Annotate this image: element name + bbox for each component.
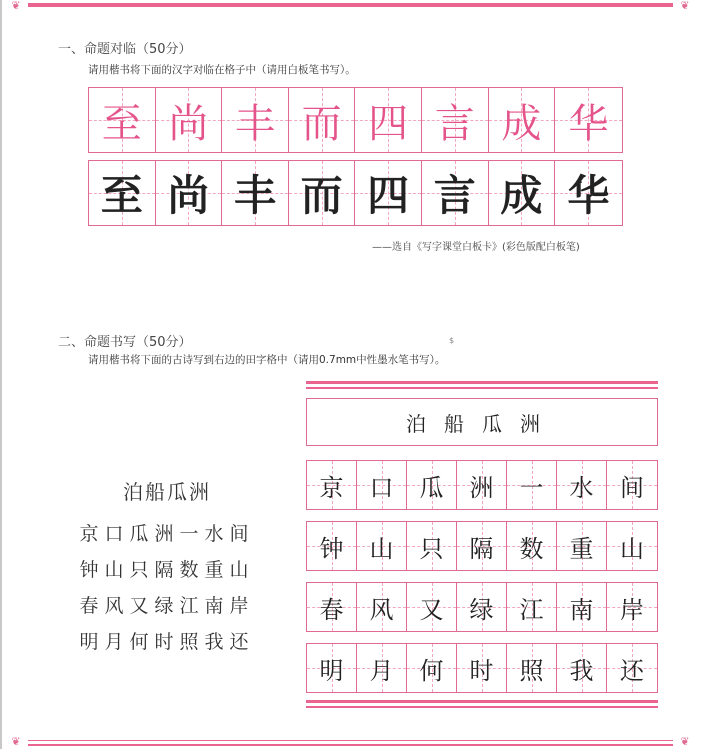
traced-char-cell: [289, 161, 356, 225]
traced-char-cell: [355, 161, 422, 225]
poem-line: 明月何时照我还: [79, 631, 255, 653]
poem-grid-cell: [607, 583, 657, 631]
poem-line: 春风又绿江南岸: [79, 595, 255, 617]
poem-grid-cell-char: 间: [620, 473, 644, 502]
model-char-cell-char: 华: [568, 100, 609, 147]
page-marker: $: [449, 336, 455, 345]
poem-grid-cell-char: 山: [369, 534, 394, 563]
poem-grid-cell-char: 口: [369, 473, 394, 502]
model-char-cell-char: 成: [501, 100, 542, 147]
traced-char-cell-char: 成: [500, 171, 543, 220]
model-char-cell: [156, 88, 223, 152]
poem-grid-cell-char: 春: [319, 595, 344, 624]
traced-char-cell-char: 华: [567, 171, 610, 220]
corner-ornament-bottom-left: ❦: [11, 735, 21, 748]
poem-grid-cell: [457, 522, 507, 570]
traced-char-cell-char: 言: [433, 171, 476, 220]
poem-title: 泊船瓜洲: [123, 480, 211, 504]
poem-grid-cell: [557, 461, 607, 509]
poem-grid-cell: [307, 522, 357, 570]
poem-grid-cell-char: 钟: [319, 534, 344, 563]
poem-grid-cell: [357, 522, 407, 570]
section2-instruction: 请用楷书将下面的古诗写到右边的田字格中（请用0.7mm中性墨水笔书写）。: [88, 354, 446, 366]
panel-bottom-bar: [306, 700, 658, 703]
traced-char-cell-char: 至: [100, 171, 143, 220]
poem-grid-cell: [407, 522, 457, 570]
poem-line: 钟山只隔数重山: [79, 559, 255, 581]
traced-char-cell: [89, 161, 156, 225]
model-char-cell: [289, 88, 356, 152]
model-char-cell: [489, 88, 556, 152]
source-caption: ——选自《写字课堂白板卡》(彩色版配白板笔): [372, 242, 580, 253]
poem-grid-cell: [507, 461, 557, 509]
poem-grid-cell-char: 数: [519, 534, 544, 563]
bottom-border-bar: [28, 744, 673, 746]
section2-title: 二、命题书写（50分）: [58, 335, 192, 350]
poem-grid-cell-char: 瓜: [419, 473, 444, 502]
poem-grid-cell: [407, 583, 457, 631]
poem-grid-cell: [307, 583, 357, 631]
corner-ornament-bottom-right: ❦: [680, 735, 690, 748]
poem-grid-cell-char: 隔: [469, 534, 494, 563]
poem-grid-cell: [407, 461, 457, 509]
poem-grid-cell-char: 风: [369, 595, 394, 624]
bottom-border-line: [28, 740, 673, 741]
poem-grid-cell: [557, 644, 607, 692]
poem-grid-cell-char: 重: [569, 534, 594, 563]
model-char-cell-char: 四: [368, 100, 409, 147]
model-char-cell-char: 而: [301, 100, 342, 147]
poem-grid-cell-char: 只: [419, 534, 444, 563]
poem-grid-row: [306, 460, 658, 510]
traced-char-cell: [555, 161, 622, 225]
poem-grid-cell: [357, 461, 407, 509]
poem-grid-cell: [307, 461, 357, 509]
poem-grid-cell: [557, 522, 607, 570]
poem-grid-cell-char: 京: [319, 473, 344, 502]
traced-char-cell: [156, 161, 223, 225]
poem-grid-cell-char: 南: [569, 595, 594, 624]
model-char-cell-char: 至: [101, 100, 142, 147]
poem-grid-cell-char: 明: [319, 656, 344, 685]
poem-grid-cell: [507, 522, 557, 570]
poem-grid-cell-char: 又: [419, 595, 444, 624]
traced-char-cell-char: 而: [300, 171, 343, 220]
model-char-cell: [222, 88, 289, 152]
poem-grid-cell-char: 江: [519, 595, 544, 624]
page-left-rule: [0, 0, 2, 749]
poem-grid-cell: [507, 583, 557, 631]
poem-grid-cell: [607, 644, 657, 692]
traced-char-cell-char: 尚: [167, 171, 210, 220]
poem-grid-cell: [607, 461, 657, 509]
poem-grid-cell: [457, 644, 507, 692]
poem-grid-cell: [407, 644, 457, 692]
poem-grid-cell-char: 岸: [620, 595, 644, 624]
grid-poem-title: 泊船瓜洲: [306, 398, 658, 446]
traced-char-cell-char: 四: [367, 171, 410, 220]
top-border-bar: [28, 3, 673, 7]
model-char-cell: [89, 88, 156, 152]
poem-grid-cell-char: 月: [369, 656, 394, 685]
poem-grid-row: [306, 643, 658, 693]
traced-char-cell-char: 丰: [233, 171, 276, 220]
poem-grid-cell-char: 绿: [469, 595, 494, 624]
section1-instruction: 请用楷书将下面的汉字对临在格子中（请用白板笔书写）。: [88, 64, 356, 76]
poem-grid-cell: [557, 583, 607, 631]
corner-ornament-top-left: ❦: [11, 0, 21, 12]
poem-grid-cell-char: 我: [569, 656, 594, 685]
poem-grid-cell-char: 时: [469, 656, 494, 685]
model-char-cell-char: 丰: [234, 100, 275, 147]
traced-char-row: [88, 160, 623, 226]
poem-grid-cell: [457, 461, 507, 509]
poem-grid-cell: [357, 644, 407, 692]
poem-grid-cell: [607, 522, 657, 570]
panel-bottom-bar-thin: [306, 706, 658, 708]
poem-grid-cell-char: 山: [620, 534, 644, 563]
poem-grid-cell: [357, 583, 407, 631]
poem-grid-cell-char: 何: [419, 656, 444, 685]
poem-grid-cell-char: 水: [569, 473, 594, 502]
model-char-row: [88, 87, 623, 153]
poem-reference: [62, 476, 272, 663]
model-char-cell-char: 言: [434, 100, 475, 147]
poem-grid-cell: [307, 644, 357, 692]
model-char-cell: [555, 88, 622, 152]
poem-grid-cell-char: 还: [620, 656, 644, 685]
section1-title: 一、命题对临（50分）: [58, 42, 192, 57]
corner-ornament-top-right: ❦: [680, 0, 690, 12]
panel-top-bar: [306, 381, 658, 384]
poem-grid-cell-char: 照: [519, 656, 544, 685]
poem-grid-row: [306, 582, 658, 632]
poem-grid-cell-char: 一: [519, 473, 544, 502]
poem-line: 京口瓜洲一水间: [79, 523, 255, 545]
traced-char-cell: [422, 161, 489, 225]
model-char-cell-char: 尚: [168, 100, 209, 147]
model-char-cell: [355, 88, 422, 152]
traced-char-cell: [222, 161, 289, 225]
panel-top-bar-thin: [306, 387, 658, 389]
model-char-cell: [422, 88, 489, 152]
poem-grid-cell: [507, 644, 557, 692]
poem-grid-cell-char: 洲: [469, 473, 494, 502]
traced-char-cell: [489, 161, 556, 225]
poem-grid-cell: [457, 583, 507, 631]
poem-grid-row: [306, 521, 658, 571]
